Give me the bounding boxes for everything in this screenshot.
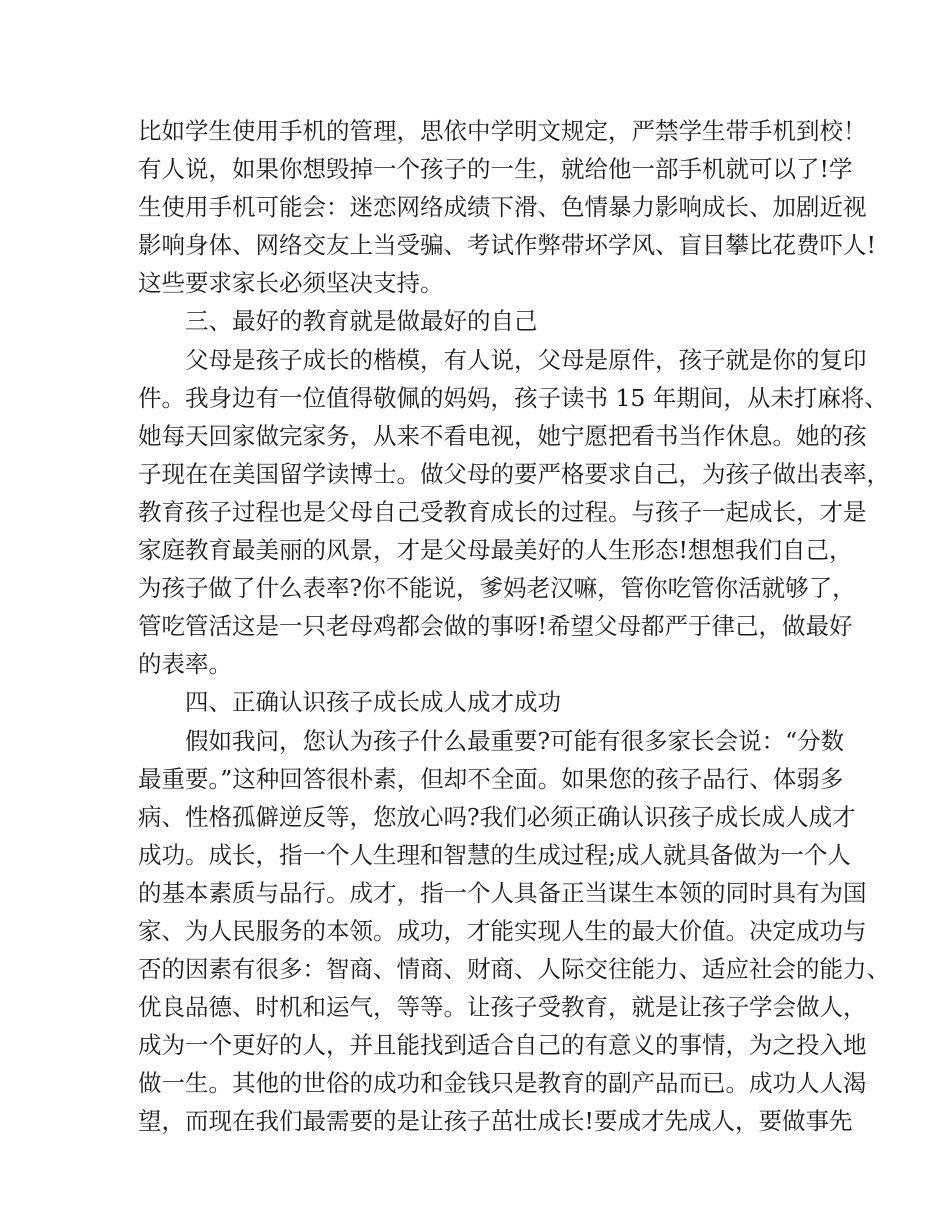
text-line: 比如学生使用手机的管理，思依中学明文规定，严禁学生带手机到校！: [138, 117, 867, 145]
text-line: 家庭教育最美丽的风景，才是父母最美好的人生形态!想想我们自己，: [138, 536, 853, 565]
text-line: 管吃管活这是一只老母鸡都会做的事呀!希望父母都严于律己，做最好: [138, 612, 853, 641]
text-line: 家、为人民服务的本领。成功，才能实现人生的最大价值。决定成功与: [138, 916, 867, 945]
document-body-text: [138, 112, 890, 1141]
text-line: 子现在在美国留学读博士。做父母的要严格要求自己，为孩子做出表率，: [138, 459, 890, 488]
text-line: 的基本素质与品行。成才，指一个人具备正当谋生本领的同时具有为国: [138, 878, 867, 907]
text-line: 件。我身边有一位值得敬佩的妈妈，孩子读书 15 年期间，从未打麻将、: [138, 383, 888, 412]
text-line: 做一生。其他的世俗的成功和金钱只是教育的副产品而已。成功人人渴: [138, 1069, 867, 1098]
text-line: 三、最好的教育就是做最好的自己: [185, 307, 538, 336]
text-line: 生使用手机可能会：迷恋网络成绩下滑、色情暴力影响成长、加剧近视: [138, 193, 867, 222]
text-line: 的表率。: [138, 650, 232, 679]
text-line: 成为一个更好的人，并且能找到适合自己的有意义的事情，为之投入地: [138, 1031, 867, 1060]
text-line: 望，而现在我们最需要的是让孩子茁壮成长!要成才先成人，要做事先: [138, 1107, 853, 1136]
text-line: 四、正确认识孩子成长成人成才成功: [185, 688, 561, 717]
text-line: 假如我问，您认为孩子什么最重要?可能有很多家长会说：“分数: [185, 726, 845, 755]
text-line: 有人说，如果你想毁掉一个孩子的一生，就给他一部手机就可以了!学: [138, 155, 853, 184]
text-line: 她每天回家做完家务，从来不看电视，她宁愿把看书当作休息。她的孩: [138, 421, 867, 450]
text-line: 否的因素有很多：智商、情商、财商、人际交往能力、适应社会的能力、: [138, 955, 890, 984]
text-line: 这些要求家长必须坚决支持。: [138, 269, 444, 298]
text-line: 病、性格孤僻逆反等，您放心吗?我们必须正确认识孩子成长成人成才: [138, 802, 856, 831]
text-line: 最重要。”这种回答很朴素，但却不全面。如果您的孩子品行、体弱多: [138, 764, 844, 793]
text-line: 父母是孩子成长的楷模，有人说，父母是原件，孩子就是你的复印: [185, 345, 867, 374]
text-line: 成功。成长，指一个人生理和智慧的生成过程;成人就具备做为一个人: [138, 840, 851, 869]
text-line: 优良品德、时机和运气，等等。让孩子受教育，就是让孩子学会做人，: [138, 993, 867, 1022]
text-line: 影响身体、网络交友上当受骗、考试作弊带坏学风、盲目攀比花费吓人!: [138, 231, 876, 260]
text-line: 教育孩子过程也是父母自己受教育成长的过程。与孩子一起成长，才是: [138, 497, 867, 526]
text-line: 为孩子做了什么表率?你不能说，爹妈老汉嘛，管你吃管你活就够了，: [138, 574, 856, 603]
